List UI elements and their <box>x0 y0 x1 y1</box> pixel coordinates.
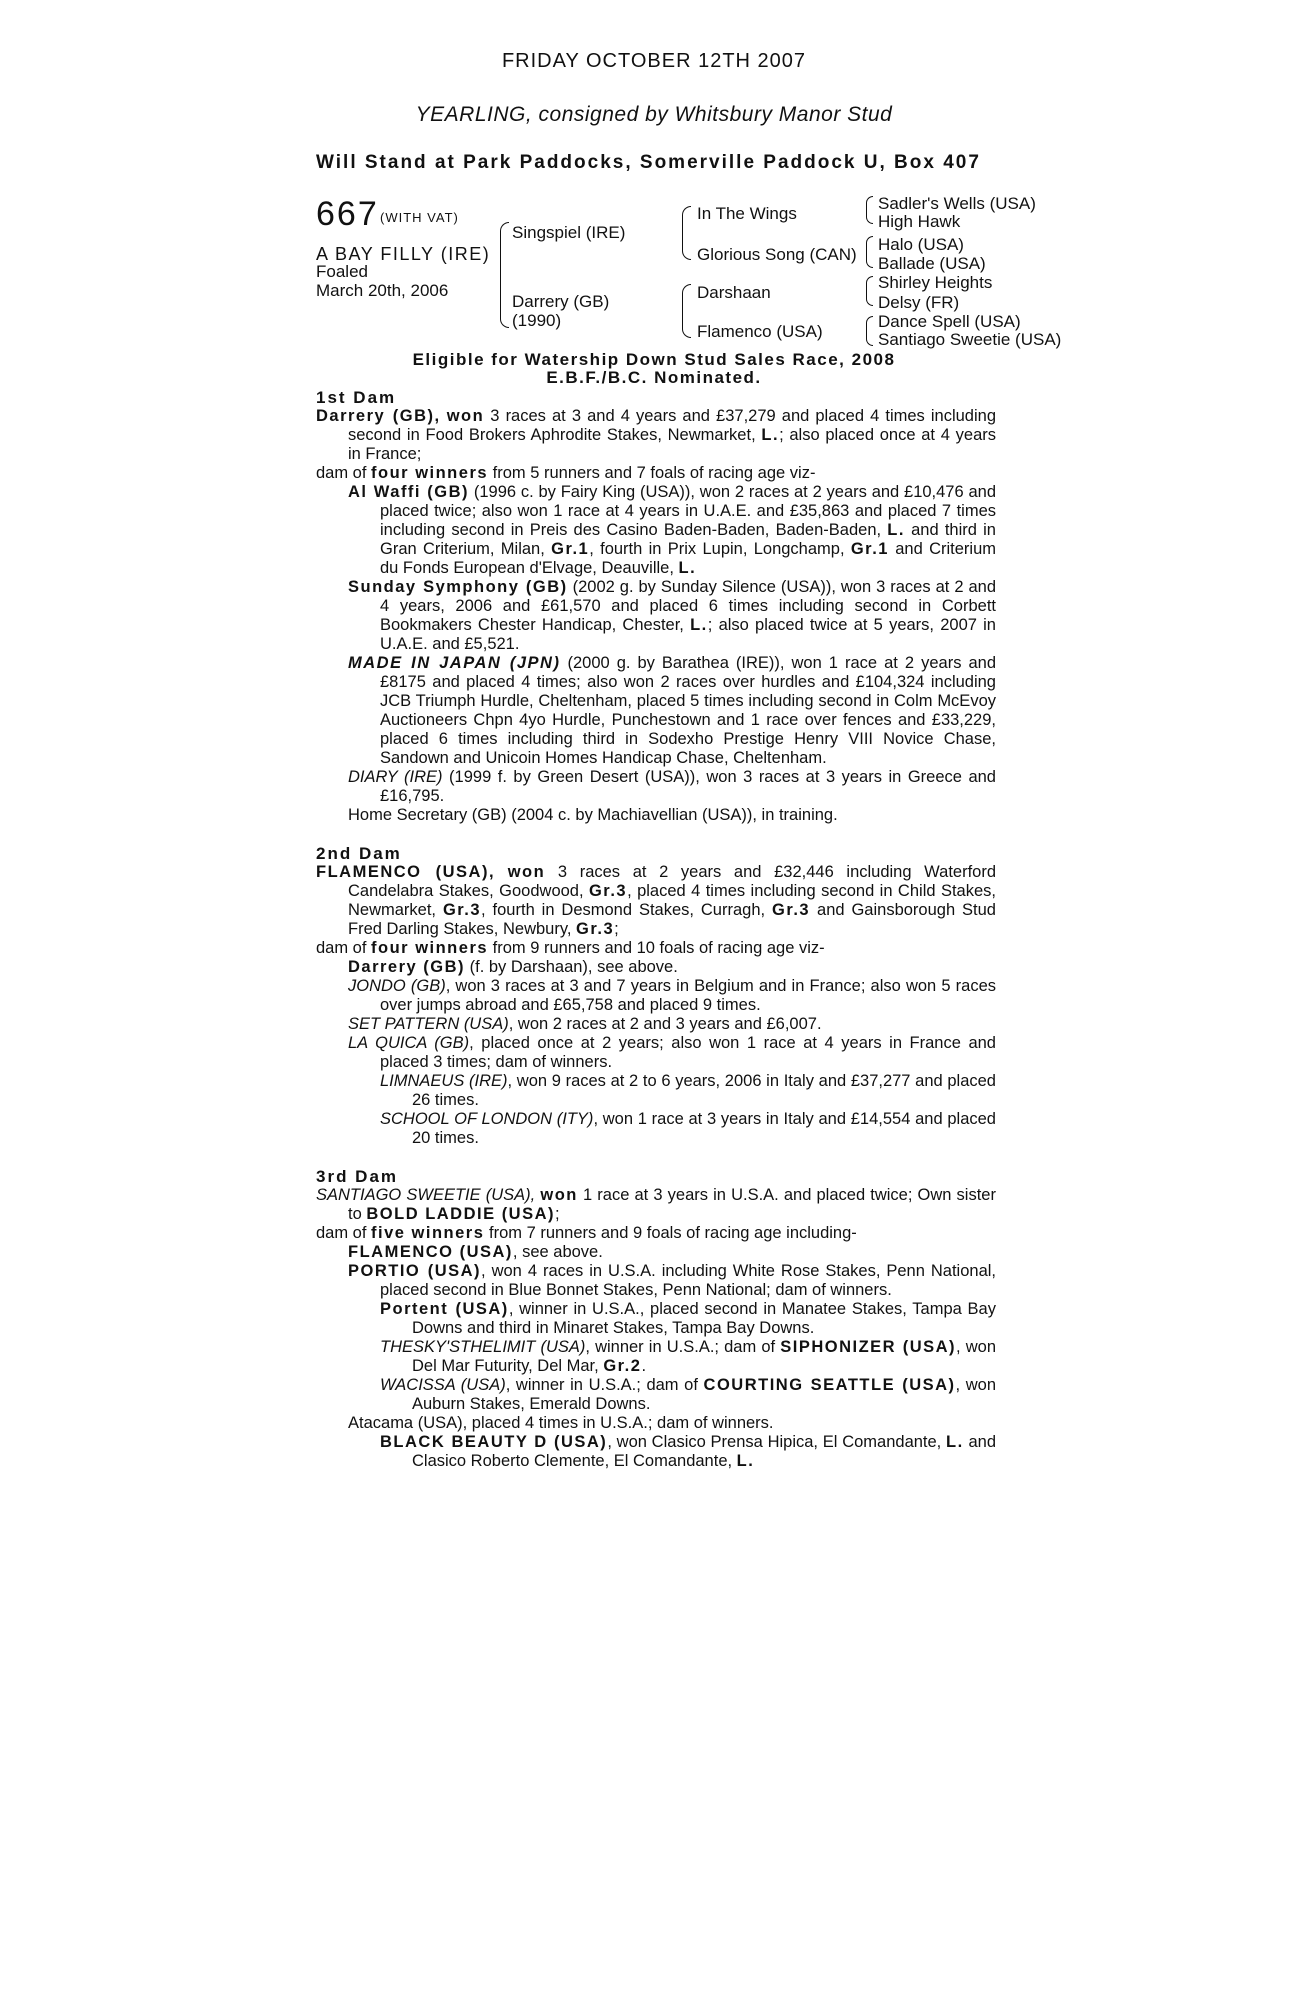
produce-name: Darrery (GB) <box>348 958 466 976</box>
produce-name: MADE IN JAPAN (JPN) <box>348 654 561 672</box>
third-dam-name: SANTIAGO SWEETIE (USA), <box>316 1186 536 1204</box>
dam-of-rest: from 9 runners and 10 foals of racing age viz- <box>488 939 825 957</box>
produce-text: . <box>641 1357 647 1375</box>
nomination-line: E.B.F./B.C. Nominated. <box>546 368 762 387</box>
second-dam-text: ; <box>614 920 619 938</box>
third-dam-text: 1 race at 3 years in U.S.A. and placed twice; Own sister to <box>348 1186 996 1223</box>
produce-text: , winner in U.S.A., placed second in Manatee Stakes, Tampa Bay Downs and third in Minaret Stakes, Tampa Bay Downs. <box>412 1300 996 1337</box>
vat-note: (WITH VAT) <box>380 210 459 225</box>
dam-of-label: dam of <box>316 1224 372 1242</box>
group-mark: Gr.3 <box>588 882 628 900</box>
produce-text: (2002 g. by Sunday Silence (USA)), won 3 races at 2 and 4 years, 2006 and £61,570 and placed 6 times including second in Corbett Bookmakers Chester Handicap, Chester, <box>380 578 996 634</box>
grand-produce-item <box>316 1433 996 1471</box>
listed-mark: L. <box>946 1433 964 1451</box>
produce-text: , won 1 race at 3 years in Italy and £14,554 and placed 20 times. <box>412 1110 996 1147</box>
pedigree-brace-dam <box>682 284 691 338</box>
produce-text: (2000 g. by Barathea (IRE)), won 1 race at 2 years and £8175 and placed 4 times; also won 2 races over hurdles and £104,324 including JCB Triumph Hurdle, Cheltenham, placed 5 times including second in Colm McEvoy Auctioneers Chpn 4yo Hurdle, Punchestown and 1 race over fences and £33,229, placed 6 times including third in Sodexho Prestige Henry VIII Novice Chase, Sandown and Unicoin Homes Handicap Chase, Cheltenham. <box>380 654 996 767</box>
listed-mark: L. <box>887 521 905 539</box>
pedigree-sire: Singspiel (IRE) <box>512 223 626 242</box>
first-dam-won: won <box>446 407 485 425</box>
produce-name: FLAMENCO (USA) <box>348 1243 513 1261</box>
pedigree-brace-sire <box>682 206 691 260</box>
produce-text: (1999 f. by Green Desert (USA)), won 3 races at 3 years in Greece and £16,795. <box>380 768 996 805</box>
produce-text: , winner in U.S.A.; dam of <box>585 1338 781 1356</box>
produce-item <box>316 1262 996 1300</box>
produce-name: Al Waffi (GB) <box>348 483 470 501</box>
pedigree-g6: Delsy (FR) <box>878 293 960 312</box>
pedigree-g4: Ballade (USA) <box>878 254 986 273</box>
produce-name: Sunday Symphony (GB) <box>348 578 568 596</box>
produce-name: BLACK BEAUTY D (USA) <box>380 1433 608 1451</box>
section-gap <box>316 1148 996 1167</box>
section-gap <box>316 825 996 844</box>
pedigree-g3: Halo (USA) <box>878 235 964 254</box>
pedigree-sire-dam: Glorious Song (CAN) <box>697 245 857 264</box>
pedigree-dam: Darrery (GB) <box>512 292 610 311</box>
second-dam-text: , placed 4 times including second in Child Stakes, Newmarket, <box>348 882 996 919</box>
produce-name: SET PATTERN (USA) <box>348 1015 509 1033</box>
grand-produce-item <box>316 1300 996 1338</box>
produce-text: , won 9 races at 2 to 6 years, 2006 in Italy and £37,277 and placed 26 times. <box>412 1072 996 1109</box>
group-mark: Gr.3 <box>442 901 482 919</box>
eligibility-line: Eligible for Watership Down Stud Sales Race, 2008 <box>412 350 896 369</box>
produce-text: , won Auburn Stakes, Emerald Downs. <box>412 1376 997 1413</box>
second-dam-text: , fourth in Desmond Stakes, Curragh, <box>481 901 772 919</box>
pedigree-g7: Dance Spell (USA) <box>878 312 1021 331</box>
pedigree-brace-g2 <box>866 236 873 268</box>
pedigree-dam-dam: Flamenco (USA) <box>697 322 823 341</box>
pedigree-brace-g3 <box>866 276 873 306</box>
produce-text: (1996 c. by Fairy King (USA)), won 2 races at 2 years and £10,476 and placed twice; also won 1 race at 4 years in U.A.E. and £35,863 and placed 7 times including second in Preis des Casino Baden-Baden, Baden-Baden, <box>380 483 996 539</box>
grand-produce-item <box>316 1376 996 1414</box>
produce-name: SCHOOL OF LONDON (ITY) <box>380 1110 594 1128</box>
winners-count: four winners <box>371 939 489 957</box>
produce-text: , won Clasico Prensa Hipica, El Comandante, <box>607 1433 947 1451</box>
related-horse: BOLD LADDIE (USA) <box>366 1205 556 1223</box>
second-dam-text: and Gainsborough Stud Fred Darling Stakes, Newbury, <box>348 901 996 938</box>
grand-produce-item <box>316 1338 996 1376</box>
second-dam-text: 3 races at 2 years and £32,446 including Waterford Candelabra Stakes, Goodwood, <box>348 863 997 900</box>
produce-text: and Clasico Roberto Clemente, El Comandante, <box>412 1433 996 1470</box>
pedigree-dam-year: (1990) <box>512 311 562 330</box>
winners-count: four winners <box>371 464 489 482</box>
produce-text: and third in Gran Criterium, Milan, <box>380 521 996 558</box>
produce-item <box>316 977 996 1015</box>
second-dam-heading: 2nd Dam <box>316 844 402 863</box>
produce-name: THESKY'STHELIMIT (USA) <box>380 1338 586 1356</box>
pedigree-g8: Santiago Sweetie (USA) <box>878 330 1062 349</box>
produce-item <box>316 1015 996 1034</box>
first-dam-produce-summary <box>316 464 996 483</box>
lot-number: 667 <box>316 195 379 233</box>
dam-of-rest: from 7 runners and 9 foals of racing age including- <box>484 1224 857 1242</box>
second-dam-name: FLAMENCO (USA), <box>316 863 496 881</box>
produce-text: , won 4 races in U.S.A. including White Rose Stakes, Penn National, placed second in Blue Bonnet Stakes, Penn National; dam of winners. <box>380 1262 996 1299</box>
produce-text: ; also placed twice at 5 years, 2007 in U.A.E. and £5,521. <box>380 616 996 653</box>
first-dam-record <box>316 407 996 464</box>
dam-of-rest: from 5 runners and 7 foals of racing age viz- <box>488 464 816 482</box>
produce-name: WACISSA (USA) <box>380 1376 506 1394</box>
winners-count: five winners <box>371 1224 485 1242</box>
dam-of-label: dam of <box>316 464 372 482</box>
third-dam-won: won <box>540 1186 578 1204</box>
second-dam-produce-summary <box>316 939 996 958</box>
first-dam-name: Darrery (GB), <box>316 407 441 425</box>
pedigree-brace-g4 <box>866 316 873 346</box>
group-mark: Gr.3 <box>772 901 811 919</box>
produce-item: Home Secretary (GB) (2004 c. by Machiavellian (USA)), in training. <box>348 806 838 824</box>
produce-text: , placed once at 2 years; also won 1 race at 4 years in France and placed 3 times; dam of winners. <box>380 1034 996 1071</box>
produce-item: Atacama (USA), placed 4 times in U.S.A.; dam of winners. <box>348 1414 774 1432</box>
first-dam-heading: 1st Dam <box>316 388 397 407</box>
foaled-date: March 20th, 2006 <box>316 281 449 300</box>
pedigree-dam-sire: Darshaan <box>697 283 771 302</box>
pedigree-sire-sire: In The Wings <box>697 204 797 223</box>
third-dam-produce-summary <box>316 1224 996 1243</box>
group-mark: Gr.1 <box>850 540 889 558</box>
third-dam-heading: 3rd Dam <box>316 1167 399 1186</box>
sale-date: FRIDAY OCTOBER 12TH 2007 <box>501 50 807 72</box>
grand-produce-item <box>316 1110 996 1148</box>
foaled-label: Foaled <box>316 262 368 281</box>
produce-item <box>316 768 996 806</box>
produce-text: , won 3 races at 3 and 7 years in Belgium and in France; also won 5 races over jumps abroad and £65,758 and placed 9 times. <box>380 977 996 1014</box>
dam-sections <box>316 388 996 1471</box>
group-mark: Gr.1 <box>551 540 590 558</box>
produce-item <box>316 654 996 768</box>
listed-mark: L. <box>736 1452 755 1470</box>
produce-name: JONDO (GB) <box>348 977 446 995</box>
produce-text: , winner in U.S.A.; dam of <box>505 1376 704 1394</box>
related-horse: SIPHONIZER (USA) <box>780 1338 957 1356</box>
produce-text: , see above. <box>512 1243 603 1261</box>
produce-text: (f. by Darshaan), see above. <box>465 958 678 976</box>
listed-mark: L. <box>690 616 708 634</box>
lot-description: A BAY FILLY (IRE) <box>316 244 491 264</box>
produce-item <box>316 1034 996 1072</box>
produce-item <box>316 578 996 654</box>
produce-item <box>316 483 996 578</box>
produce-text: , fourth in Prix Lupin, Longchamp, <box>589 540 851 558</box>
pedigree-g1: Sadler's Wells (USA) <box>878 194 1036 213</box>
first-dam-text: 3 races at 3 and 4 years and £37,279 and placed 4 times including second in Food Brokers Aphrodite Stakes, Newmarket, <box>348 407 996 444</box>
listed-mark: L. <box>761 426 780 444</box>
dam-of-label: dam of <box>316 939 372 957</box>
produce-name: LIMNAEUS (IRE) <box>380 1072 508 1090</box>
produce-name: Portent (USA) <box>380 1300 509 1318</box>
produce-item <box>316 958 996 977</box>
pedigree-brace-main <box>500 222 509 328</box>
third-dam-text: ; <box>555 1205 560 1223</box>
produce-name: DIARY (IRE) <box>348 768 443 786</box>
second-dam-won: won <box>507 863 546 881</box>
produce-item <box>316 1243 996 1262</box>
first-dam-text2: ; also placed once at 4 years in France; <box>348 426 996 463</box>
produce-text: and Criterium du Fonds European d'Elvage, Deauville, <box>380 540 997 577</box>
produce-name: LA QUICA (GB) <box>348 1034 470 1052</box>
consignment-line: YEARLING, consigned by Whitsbury Manor Stud <box>415 103 893 126</box>
third-dam-record <box>316 1186 996 1224</box>
group-mark: Gr.3 <box>576 920 615 938</box>
pedigree-brace-g1 <box>866 196 873 224</box>
produce-text: , won Del Mar Futurity, Del Mar, <box>412 1338 996 1375</box>
produce-text: , won 2 races at 2 and 3 years and £6,007. <box>508 1015 822 1033</box>
grand-produce-item <box>316 1072 996 1110</box>
stand-location: Will Stand at Park Paddocks, Somerville Paddock U, Box 407 <box>316 152 981 173</box>
group-mark: Gr.2 <box>603 1357 642 1375</box>
related-horse: COURTING SEATTLE (USA) <box>703 1376 956 1394</box>
produce-name: PORTIO (USA) <box>348 1262 482 1280</box>
listed-mark: L. <box>678 559 697 577</box>
pedigree-g2: High Hawk <box>878 212 961 231</box>
pedigree-g5: Shirley Heights <box>878 273 993 292</box>
second-dam-record <box>316 863 996 939</box>
